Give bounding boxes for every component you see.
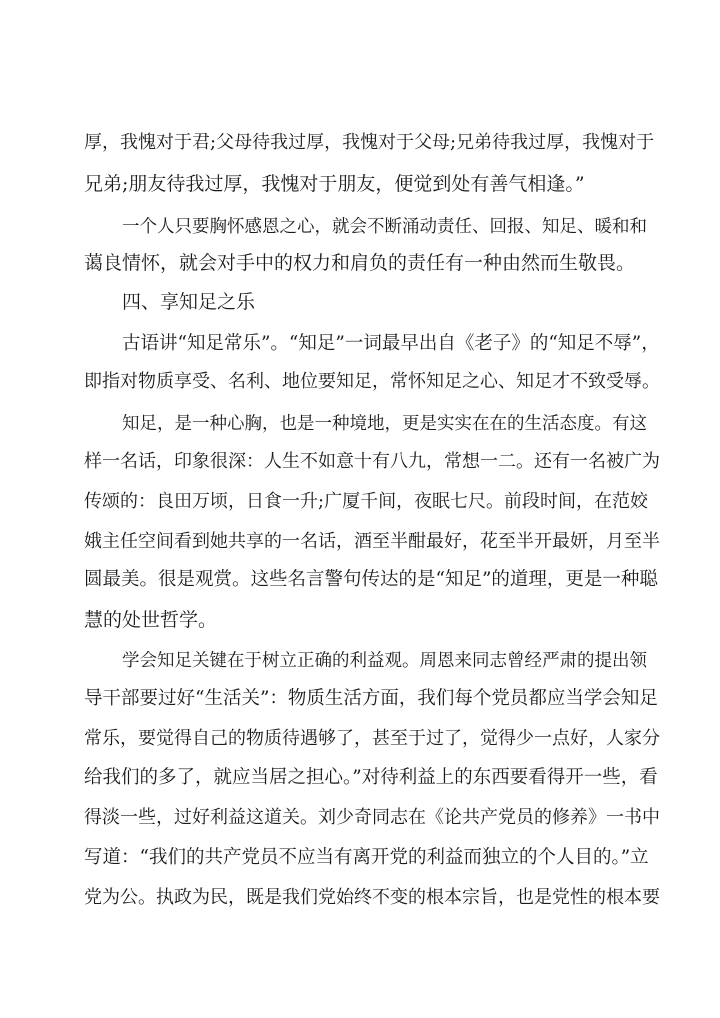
section-heading [0, 284, 720, 320]
line-text: 一个人只要胸怀感恩之心，就会不断涌动责任、回报、知足、暖和和 [122, 217, 647, 237]
text-line [0, 326, 720, 362]
text-line [0, 125, 720, 161]
line-text: 传颂的：良田万顷，日食一升;广厦千间，夜眠七尺。前段时间，在范姣 [84, 491, 649, 512]
line-text: 党为公。执政为民，既是我们党始终不变的根本宗旨，也是党性的根本要 [84, 887, 660, 908]
line-text: 给我们的多了，就应当居之担心。”对待利益上的东西要看得开一些，看 [84, 767, 658, 788]
text-line [0, 800, 720, 836]
text-line [0, 364, 720, 400]
text-line [0, 880, 720, 916]
text-line [0, 602, 720, 638]
text-line [0, 444, 720, 480]
line-text: 娥主任空间看到她共享的一名话，酒至半酣最好，花至半开最妍，月至半 [84, 531, 660, 552]
text-line [0, 562, 720, 598]
line-text: 导干部要过好“生活关”：物质生活方面，我们每个党员都应当学会知足 [84, 688, 658, 709]
text-line [0, 406, 720, 442]
text-line [0, 209, 720, 245]
line-text: 蔼良情怀，就会对手中的权力和肩负的责任有一种由然而生敬畏。 [84, 252, 636, 274]
line-text: 慧的处世哲学。 [84, 609, 218, 631]
line-text: 写道：“我们的共产党员不应当有离开党的利益而独立的个人目的。”立 [84, 847, 649, 868]
text-line [0, 760, 720, 796]
line-text: 兄弟;朋友待我过厚，我愧对于朋友，便觉到处有善气相逢。” [84, 173, 585, 195]
text-line [0, 245, 720, 281]
text-line [0, 681, 720, 717]
line-text: 古语讲“知足常乐”。“知足”一词最早出自《老子》的“知足不辱”， [122, 333, 660, 354]
line-text: 厚，我愧对于君;父母待我过厚，我愧对于父母;兄弟待我过厚，我愧对于 [84, 132, 655, 153]
text-line [0, 643, 720, 679]
text-line [0, 721, 720, 757]
line-text: 得淡一些，过好利益这道关。刘少奇同志在《论共产党员的修养》一书中 [84, 807, 660, 828]
text-line [0, 166, 720, 202]
line-text: 样一名话，印象很深：人生不如意十有八九，常想一二。还有一名被广为 [84, 451, 660, 472]
line-text: 知足，是一种心胸，也是一种境地，更是实实在在的生活态度。有这 [122, 414, 647, 434]
line-text: 学会知足关键在于树立正确的利益观。周恩来同志曾经严肃的提出领 [122, 651, 647, 671]
line-text: 常乐，要觉得自己的物质待遇够了，甚至于过了，觉得少一点好，人家分 [84, 728, 660, 749]
text-line [0, 524, 720, 560]
heading-text: 四、享知足之乐 [122, 291, 256, 313]
text-line [0, 840, 720, 876]
line-text: 圆最美。很是观赏。这些名言警句传达的是“知足”的道理，更是一种聪 [84, 569, 658, 590]
text-line [0, 484, 720, 520]
line-text: 即指对物质享受、名利、地位要知足，常怀知足之心、知足才不致受辱。 [84, 371, 660, 392]
